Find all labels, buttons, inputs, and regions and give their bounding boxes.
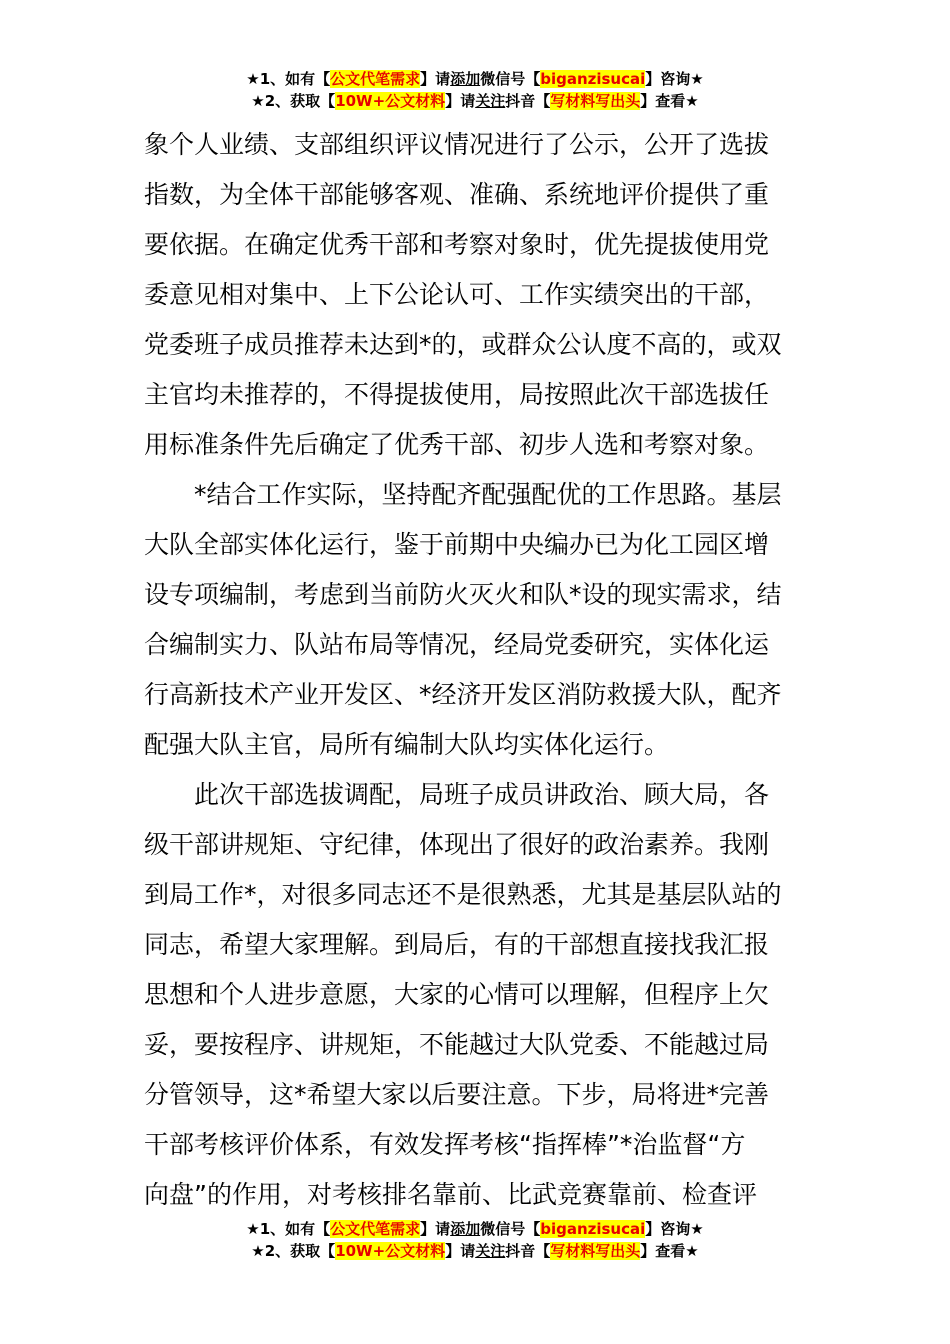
text-line: 委意见相对集中、上下公论认可、工作实绩突出的干部， — [144, 280, 770, 309]
text-line: 行高新技术产业开发区、*经济开发区消防救援大队，配齐 — [144, 680, 782, 709]
banner-text: 】请 — [445, 92, 476, 110]
footer-banner — [0, 1218, 950, 1262]
text-line: 同志，希望大家理解。到局后，有的干部想直接找我汇报 — [144, 930, 770, 959]
highlight-service: 公文代笔需求 — [330, 1220, 421, 1238]
highlight-materials: 10W+公文材料 — [335, 92, 446, 110]
banner-line-2 — [0, 1240, 950, 1262]
banner-text: 】查看★ — [640, 92, 699, 110]
text-line: 思想和个人进步意愿，大家的心情可以理解，但程序上欠 — [144, 980, 770, 1009]
underlined-word: 添加 — [450, 1220, 481, 1238]
text-line: 妥，要按程序、讲规矩，不能越过大队党委、不能越过局 — [144, 1030, 770, 1059]
banner-text: 抖音【 — [505, 92, 551, 110]
banner-text: 】咨询★ — [645, 1220, 704, 1238]
text-line: 党委班子成员推荐未达到*的，或群众公认度不高的，或双 — [144, 330, 782, 359]
highlight-douyin-account: 写材料写出头 — [550, 1242, 641, 1260]
text-line: 配强大队主官，局所有编制大队均实体化运行。 — [144, 730, 670, 759]
banner-text: 】查看★ — [640, 1242, 699, 1260]
banner-line-1 — [0, 68, 950, 90]
text-line: 合编制实力、队站布局等情况，经局党委研究，实体化运 — [144, 630, 770, 659]
highlight-wechat-id: biganzisucai — [540, 1220, 646, 1238]
banner-text: 】请 — [445, 1242, 476, 1260]
text-line: *结合工作实际，坚持配齐配强配优的工作思路。基层 — [194, 480, 782, 509]
highlight-douyin-account: 写材料写出头 — [550, 92, 641, 110]
highlight-wechat-id: biganzisucai — [540, 70, 646, 88]
banner-text: 】请 — [420, 1220, 451, 1238]
underlined-word: 关注 — [475, 1242, 506, 1260]
underlined-word: 关注 — [475, 92, 506, 110]
banner-text: 】咨询★ — [645, 70, 704, 88]
banner-text: ★2、获取【 — [251, 92, 336, 110]
banner-line-2 — [0, 90, 950, 112]
text-line: 设专项编制，考虑到当前防火灭火和队*设的现实需求，结 — [144, 580, 782, 609]
banner-text: ★2、获取【 — [251, 1242, 336, 1260]
text-line: 向盘”的作用，对考核排名靠前、比武竞赛靠前、检查评 — [144, 1180, 757, 1209]
text-line: 干部考核评价体系，有效发挥考核“指挥棒”*治监督“方 — [144, 1130, 746, 1159]
header-banner — [0, 68, 950, 112]
text-line: 分管领导，这*希望大家以后要注意。下步，局将进*完善 — [144, 1080, 770, 1109]
banner-text: 微信号【 — [480, 70, 541, 88]
document-body — [144, 120, 808, 1220]
banner-text: 】请 — [420, 70, 451, 88]
text-line: 级干部讲规矩、守纪律，体现出了很好的政治素养。我刚 — [144, 830, 770, 859]
paragraph-1 — [144, 120, 808, 470]
text-line: 大队全部实体化运行，鉴于前期中央编办已为化工园区增 — [144, 530, 770, 559]
text-line: 此次干部选拔调配，局班子成员讲政治、顾大局，各 — [194, 780, 770, 809]
underlined-word: 添加 — [450, 70, 481, 88]
text-line: 指数，为全体干部能够客观、准确、系统地评价提供了重 — [144, 180, 770, 209]
banner-line-1 — [0, 1218, 950, 1240]
text-line: 象个人业绩、支部组织评议情况进行了公示，公开了选拔 — [144, 130, 770, 159]
banner-text: 抖音【 — [505, 1242, 551, 1260]
text-line: 用标准条件先后确定了优秀干部、初步人选和考察对象。 — [144, 430, 770, 459]
banner-text: 微信号【 — [480, 1220, 541, 1238]
text-line: 到局工作*，对很多同志还不是很熟悉，尤其是基层队站的 — [144, 880, 782, 909]
text-line: 要依据。在确定优秀干部和考察对象时，优先提拔使用党 — [144, 230, 770, 259]
text-line: 主官均未推荐的，不得提拔使用，局按照此次干部选拔任 — [144, 380, 770, 409]
paragraph-2 — [144, 470, 808, 770]
highlight-materials: 10W+公文材料 — [335, 1242, 446, 1260]
banner-text: ★1、如有【 — [246, 70, 331, 88]
banner-text: ★1、如有【 — [246, 1220, 331, 1238]
highlight-service: 公文代笔需求 — [330, 70, 421, 88]
paragraph-3 — [144, 770, 808, 1220]
